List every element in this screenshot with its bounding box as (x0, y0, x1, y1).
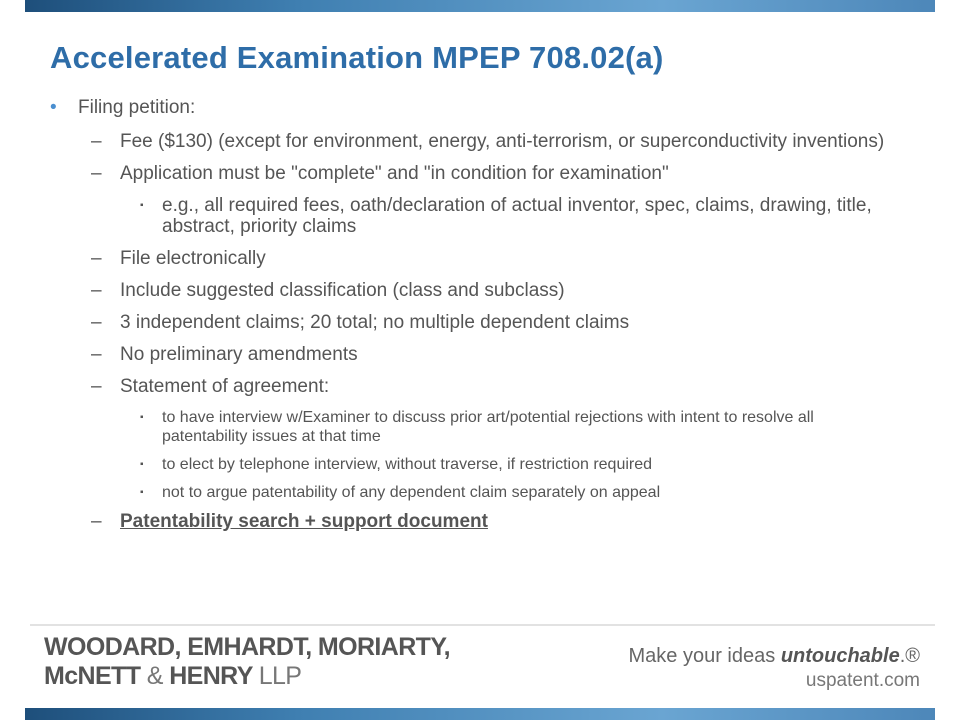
footer-divider (30, 624, 935, 626)
firm-name-henry: HENRY (169, 662, 253, 690)
sub-sub-item (50, 483, 890, 502)
sub-item (50, 131, 890, 152)
tagline-prefix: Make your ideas (628, 645, 776, 667)
square-bullet-icon: ▪ (140, 200, 144, 211)
sub-sub-item-text: to have interview w/Examiner to discuss prior art/potential rejections with intent to resolve all patentability issues at that time (162, 409, 814, 445)
sub-item (50, 376, 890, 397)
tagline-block (629, 644, 921, 694)
dash-icon: – (91, 344, 102, 365)
tagline (629, 644, 921, 668)
sub-sub-item-text: e.g., all required fees, oath/declaration of actual inventor, spec, claims, drawing, title, abstract, priority claims (162, 195, 872, 237)
dash-icon: – (91, 280, 102, 301)
sub-item-text: Fee ($130) (except for environment, energy, anti-terrorism, or superconductivity inventions) (120, 131, 885, 152)
sub-item (50, 312, 890, 333)
website-url: uspatent.com (805, 670, 920, 691)
bottom-accent-bar (25, 708, 935, 720)
sub-item (50, 280, 890, 301)
bullet-icon: • (50, 97, 57, 118)
square-bullet-icon: ▪ (140, 459, 144, 470)
sub-item-text: Application must be "complete" and "in condition for examination" (120, 163, 669, 184)
tagline-suffix: .® (899, 645, 920, 667)
bullet-item (50, 96, 890, 119)
bullet-text: Filing petition: (78, 97, 196, 118)
square-bullet-icon: ▪ (140, 487, 144, 498)
slide-content (50, 96, 890, 543)
square-bullet-icon: ▪ (140, 412, 144, 423)
dash-icon: – (91, 131, 102, 152)
firm-name-line1: WOODARD, EMHARDT, MORIARTY, (44, 633, 451, 661)
sub-sub-item-text: to elect by telephone interview, without traverse, if restriction required (162, 456, 653, 473)
firm-name-llp: LLP (258, 662, 302, 690)
firm-name-line2 (44, 662, 450, 690)
sub-item-text: 3 independent claims; 20 total; no multiple dependent claims (120, 312, 630, 333)
sub-item (50, 344, 890, 365)
dash-icon: – (91, 248, 102, 269)
sub-sub-item-text: not to argue patentability of any dependent claim separately on appeal (162, 484, 661, 501)
firm-name-mcnett: McNETT (44, 662, 141, 690)
sub-item-text: No preliminary amendments (120, 344, 358, 365)
tagline-emphasis: untouchable (780, 645, 900, 667)
dash-icon: – (91, 511, 102, 532)
sub-item-text: Include suggested classification (class and subclass) (120, 280, 565, 301)
sub-sub-item (50, 455, 890, 474)
sub-item (50, 248, 890, 269)
dash-icon: – (91, 376, 102, 397)
sub-sub-item (50, 195, 890, 237)
sub-sub-item (50, 408, 890, 446)
sub-item-text: File electronically (120, 248, 266, 269)
sub-item (50, 511, 890, 532)
sub-item (50, 163, 890, 184)
top-accent-bar (25, 0, 935, 12)
slide-title: Accelerated Examination MPEP 708.02(a) (50, 40, 664, 75)
dash-icon: – (91, 163, 102, 184)
dash-icon: – (91, 312, 102, 333)
firm-name-ampersand: & (146, 662, 163, 690)
sub-item-text: Statement of agreement: (120, 376, 330, 397)
firm-logo (44, 633, 450, 690)
patentability-search-link[interactable]: Patentability search + support document (120, 511, 488, 532)
